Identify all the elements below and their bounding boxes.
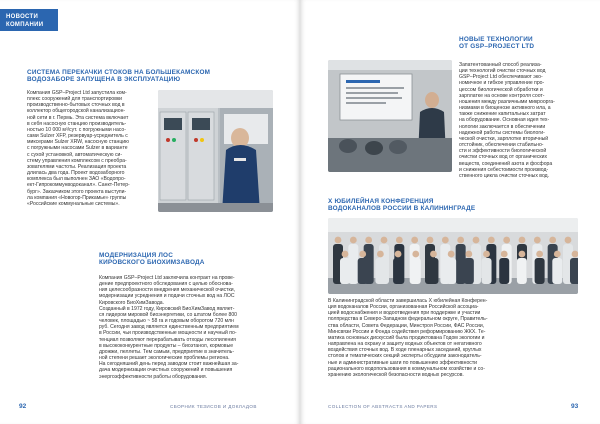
person-head [396, 237, 403, 244]
person-head [350, 237, 357, 244]
person-body [464, 258, 474, 284]
control-room-photo [158, 90, 273, 212]
person-head [448, 251, 455, 258]
person-head [457, 237, 464, 244]
person-head [411, 237, 418, 244]
person-body [358, 258, 368, 284]
group-photo [328, 218, 578, 294]
text-line: хранению экологической безопасности водных ресурсов. [328, 371, 464, 378]
person-body [428, 258, 438, 284]
article4-body [328, 298, 578, 378]
text-line: сти и эффективности биологической [459, 148, 547, 155]
text-line: длилась два года. Проект водозаборного [27, 170, 125, 177]
conference-group-image [328, 218, 578, 294]
person-body [482, 258, 492, 284]
person-body [517, 258, 527, 284]
text-line: полпредства в Северо-Западном федеральном округе, Правитель- [328, 316, 488, 323]
footer-text-left: СБОРНИК ТЕЗИСОВ И ДОКЛАДОВ [170, 404, 257, 409]
text-line: Минсвязи России и Фонда содействия реформированию ЖКХ. Те- [328, 328, 486, 335]
person-head [365, 237, 372, 244]
person-body [375, 258, 385, 284]
person-head [395, 251, 402, 258]
text-line: надежной работы системы биологи- [459, 129, 545, 136]
person-head [377, 251, 384, 258]
text-line: цессом биологической обработки и [459, 86, 543, 93]
person-head [430, 251, 437, 258]
text-line: в России, чьи производственные мощности и научный по- [99, 330, 237, 337]
text-line: рационального водопользования в коммунальном хозяйстве и со- [328, 365, 485, 372]
section-tag-line-2: КОМПАНИИ [6, 22, 44, 28]
person-head [483, 251, 490, 258]
text-line: на оборудование. Основная идея тех- [459, 117, 550, 124]
article2-body [99, 275, 277, 380]
person-head [549, 237, 556, 244]
text-line: ностью 10 000 м³/сут. с погружными насо- [27, 126, 126, 133]
person-head [442, 237, 449, 244]
text-line: дача модернизации очистных сооружений и повышения [99, 367, 233, 374]
page-number-left: 92 [19, 403, 27, 410]
text-line: В Калининградской области завершилась X юбилейная Конферен- [328, 298, 488, 304]
text-line: дение предпроектного обследования с целью обоснова- [99, 281, 233, 288]
text-line: отстойник, обеспечении стабильно- [459, 142, 544, 149]
text-line: зователями частоты. Реализация проекта [27, 163, 127, 170]
person-body [570, 258, 578, 284]
text-line: стему управления комплексом с преобра- [27, 157, 127, 164]
person-head [503, 237, 510, 244]
text-line: ла компания «Новогор-Прикамье» группы [27, 194, 127, 201]
person-head [473, 237, 480, 244]
text-line: с сухой установкой, автоматическую си- [27, 151, 123, 158]
text-line: ные и административные шаги по повышению эффективности [328, 359, 478, 366]
section-tag [0, 9, 58, 31]
section-tag-line-1: НОВОСТИ [6, 14, 39, 20]
article1-title: СИСТЕМА ПЕРЕКАЧКИ СТОКОВ НА БОЛЬШЕКАМСКОМ ВОДОЗАБОРЕ ЗАПУЩЕНА В ЭКСПЛУАТАЦИЮ [27, 69, 211, 84]
text-line: ношения между различными микроорга- [459, 98, 555, 105]
text-line: ект-Гипрокоммунводоканал». Санкт-Петер- [27, 182, 130, 189]
text-line: направлена на охрану и защиту водных объектов от негативного [328, 341, 482, 348]
text-line: матика основных дискуссий была продиктована Годом экологии и [328, 334, 485, 341]
person-head [534, 237, 541, 244]
person-body [535, 258, 545, 284]
text-line: номичное и гибкое управление про- [459, 80, 545, 87]
text-line: «Российские коммунальные системы». [27, 200, 120, 207]
person-head [488, 237, 495, 244]
text-line: тенциал позволяют перерабатывать отходы лесопиления [99, 336, 236, 343]
text-line: и снижения себестоимости производ- [459, 166, 549, 173]
text-line: Компания GSP–Project Ltd заключила контракт на прове- [99, 275, 235, 281]
right-page [300, 0, 600, 424]
text-line: Созданный в 1972 году, Кировский БиоХимЗавод являет- [99, 305, 235, 312]
article1-body [27, 90, 154, 207]
text-line: руб. Сегодня завод является единственным предприятием [99, 324, 239, 331]
person-head [342, 251, 349, 258]
text-line: ственного цикла очистки сточных вод. [459, 172, 550, 179]
text-line: также снижение капитальных затрат [459, 111, 546, 118]
person-head [536, 251, 543, 258]
text-line: ции технологий очистки сточных вод [459, 68, 546, 75]
text-line: цией водоснабжения и водоотведения при поддержке и участии [328, 310, 481, 317]
text-line: плекс сооружений для транспортировки [27, 96, 123, 103]
person-body [552, 258, 562, 284]
person-head [359, 251, 366, 258]
text-line: ной сети в г. Пермь. Эта система включает [27, 114, 129, 121]
text-line: человек, площадью ~ 58 га и годовым оборотом 720 млн [99, 318, 234, 325]
text-line: низмами в биоценозе активного ила, а [459, 105, 551, 112]
person-head [412, 251, 419, 258]
text-line: столов и тематических секций эксперты обсудили законодатель- [328, 353, 482, 360]
text-line: коллектор общегородской канализацион- [27, 108, 126, 115]
text-line: воздействия сточных вод. В ходе пленарных заседаний, круглых [328, 347, 482, 354]
person-head [465, 251, 472, 258]
text-line: очистки сточных вод от органических [459, 154, 548, 161]
footer-text-right: COLLECTION OF ABSTRACTS AND PAPERS [328, 404, 438, 409]
text-line: ния целесообразности внедрения механической очистки, [99, 287, 235, 294]
person-head [565, 237, 572, 244]
article3-body [459, 62, 580, 179]
text-line: Компания GSP–Project Ltd запустила ком- [27, 90, 127, 96]
article3-title: НОВЫЕ ТЕХНОЛОГИИ ОТ GSP–PROJECT LTD [459, 36, 535, 51]
person-head [519, 251, 526, 258]
text-line: Кировского БиоХимЗавода. [99, 299, 165, 306]
text-line: ной степени решает экологические проблемы региона. [99, 355, 230, 362]
text-line: ства области, Совета Федерации, Минстроя России, ФАС России, [328, 322, 485, 329]
text-line: зарплатке на основе контроля соот- [459, 92, 545, 99]
text-line: дрожжи, пеллеты. Тем самым, предприятие в значитель- [99, 348, 235, 355]
text-line: в высококонкурентные продукты – биоэтанол, кормовые [99, 342, 234, 349]
text-line: энергоэффективности работы оборудования. [99, 373, 207, 380]
control-room-image [158, 90, 273, 212]
text-line: нологии заключается в обеспечении [459, 123, 546, 130]
text-line: модернизации усреднения и подачи сточных вод на ЛОС [99, 293, 235, 300]
text-line: ция водоканалов России, организованная Российской ассоциа- [328, 304, 479, 311]
person-head [381, 237, 388, 244]
article4-title: X ЮБИЛЕЙНАЯ КОНФЕРЕНЦИЯ ВОДОКАНАЛОВ РОССИИ В КАЛИНИНГРАДЕ [328, 198, 476, 213]
person-body [393, 258, 403, 284]
person-head [554, 251, 561, 258]
page-number-right: 93 [571, 403, 579, 410]
person-body [411, 258, 421, 284]
person-head [519, 237, 526, 244]
article2-title: МОДЕРНИЗАЦИЯ ЛОС КИРОВСКОГО БИОХИМЗАВОДА [99, 252, 205, 267]
text-line: сами Sulzer XFP, резервуар-усреднитель с [27, 133, 128, 140]
text-line: Запатентованный способ реализа- [459, 62, 542, 68]
text-line: производственно-бытовых сточных вод в [27, 102, 125, 109]
text-line: GSP–Project Ltd обеспечивают эко- [459, 74, 543, 81]
person-head [427, 237, 434, 244]
presentation-photo [328, 60, 452, 172]
text-line: с погружными насосами Sulzer в варианте [27, 145, 128, 152]
text-line: ческой очистки, зарплотке вторичный [459, 135, 549, 142]
person-body [340, 258, 350, 284]
person-head [335, 237, 342, 244]
text-line: комплекса был выполнен ЗАО «Водопро- [27, 176, 126, 183]
person-head [501, 251, 508, 258]
text-line: веществ, соединений азота и фосфора [459, 160, 553, 167]
text-line: На сегодняшний день перед заводом стоит важнейшая за- [99, 361, 239, 368]
person-body [499, 258, 509, 284]
presentation-image [328, 60, 452, 172]
text-line: миксерами Sulzer XRW, насосную станцию [27, 139, 129, 146]
text-line: ся лидером мировой биоэнергетики, со штатом более 800 [99, 311, 237, 318]
text-line: в себя насосную станцию производитель- [27, 120, 127, 127]
text-line: бург». Заказчиком этого проекта выступи- [27, 188, 127, 195]
person-body [446, 258, 456, 284]
